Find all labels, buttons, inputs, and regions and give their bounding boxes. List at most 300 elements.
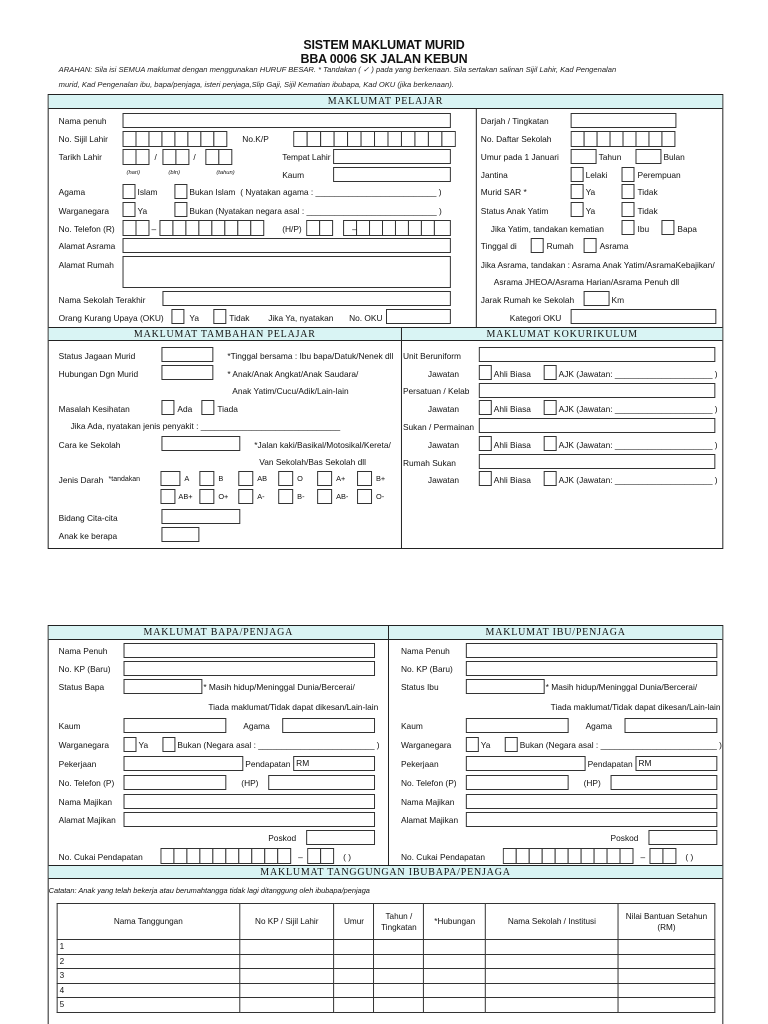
table-cell[interactable] (374, 940, 424, 955)
table-cell[interactable] (424, 983, 486, 998)
bidang-field[interactable] (161, 509, 240, 524)
tandakan-note: *tandakan (108, 476, 141, 483)
persatuan-field[interactable] (479, 383, 716, 398)
table-cell[interactable] (239, 983, 334, 998)
tinggal-rumah-checkbox[interactable] (531, 238, 544, 253)
label-unit: Unit Beruniform (402, 351, 462, 361)
bapa-status-field[interactable] (124, 679, 203, 694)
darjah-field[interactable] (571, 113, 677, 128)
asrama-field[interactable] (123, 238, 451, 253)
perempuan-checkbox[interactable] (622, 167, 635, 182)
label-bln: (bln) (168, 170, 181, 176)
dependents-table (57, 903, 716, 1013)
ibu-label-kerja: Pekerjaan (400, 759, 439, 769)
persatuan-ahli-label: Ahli Biasa (493, 404, 531, 414)
column-divider (476, 109, 477, 327)
row-number[interactable]: 4 (57, 983, 239, 998)
bapa-warga-ya[interactable] (124, 737, 137, 752)
jika-ada-note: Jika Ada, nyatakan jenis penyakit : ______________________________ (70, 421, 341, 431)
sukan-field[interactable] (479, 418, 716, 433)
blood-o-minus (358, 490, 372, 504)
bapa-kerja-field[interactable] (124, 756, 244, 771)
blood-type-grid[interactable] (160, 471, 392, 507)
ibu-majikan-field[interactable] (466, 794, 717, 809)
anak-note-1: * Anak/Anak Angkat/Anak Saudara/ (227, 369, 359, 379)
label-persatuan: Persatuan / Kelab (402, 386, 470, 396)
oku-jika-ya: Jika Ya, nyatakan (268, 313, 334, 323)
sar-ya-checkbox[interactable] (571, 184, 584, 199)
table-cell[interactable] (239, 969, 334, 984)
label-darjah: Darjah / Tingkatan (480, 116, 549, 126)
ibu-nama-field[interactable] (466, 643, 717, 658)
table-cell[interactable] (239, 954, 334, 969)
jika-asrama-1: Jika Asrama, tandakan : Asrama Anak Yatim/AsramaKebajikan/ (480, 260, 715, 270)
label-hubungan: Hubungan Dgn Murid (58, 369, 139, 379)
table-cell[interactable] (374, 969, 424, 984)
sar-tidak-label: Tidak (637, 187, 658, 197)
table-cell[interactable] (486, 940, 618, 955)
ada-checkbox[interactable] (161, 400, 174, 415)
rumah-sukan-field[interactable] (479, 454, 716, 469)
tiada-label: Tiada (217, 404, 238, 414)
rumah-jawatan: Jawatan (427, 475, 460, 485)
label-sukan: Sukan / Permainan (402, 422, 475, 432)
table-cell[interactable] (486, 954, 618, 969)
bapa-majikan-field[interactable] (124, 794, 375, 809)
jalan-note-2: Van Sekolah/Bas Sekolah dll (259, 457, 366, 467)
unit-field[interactable] (479, 347, 716, 362)
bapa-kaum-field[interactable] (124, 718, 227, 733)
row-number[interactable]: 3 (57, 969, 239, 984)
lelaki-label: Lelaki (585, 170, 608, 180)
ibu-cukai-paren: ( ) (685, 852, 694, 862)
persatuan-ahli-checkbox[interactable] (479, 400, 492, 415)
hp-boxes[interactable] (306, 220, 456, 238)
label-km: Km (611, 295, 625, 305)
blood-label-ab-minus: AB- (336, 491, 349, 502)
bapa-label-kaum: Kaum (58, 721, 81, 731)
blood-b-minus (279, 490, 293, 504)
tinggal-asrama-checkbox[interactable] (584, 238, 597, 253)
label-umur-bulan: Bulan (663, 152, 685, 162)
bapa-label-kp: No. KP (Baru) (58, 664, 111, 674)
label-oku: Orang Kurang Upaya (OKU) (58, 313, 164, 323)
blood-label-b-minusplus: B+ (376, 473, 386, 484)
ibu-kaum-field[interactable] (466, 718, 569, 733)
ibu-cukai-dash: – (640, 852, 646, 862)
ibu-kp-field[interactable] (466, 661, 717, 676)
label-sar: Murid SAR * (480, 187, 527, 197)
bapa-hp-field[interactable] (268, 775, 375, 790)
no-oku-field[interactable] (386, 309, 451, 324)
nyatakan-agama: ( Nyatakan agama : __________________________ ) (240, 187, 442, 197)
kategori-oku-field[interactable] (571, 309, 717, 324)
bapa-warga-ya-label: Ya (138, 740, 149, 750)
sukan-jawatan: Jawatan (427, 440, 460, 450)
ibu-label-alamat: Alamat Majikan (400, 815, 459, 825)
table-cell[interactable] (374, 983, 424, 998)
hp-dash: – (352, 224, 357, 234)
rumah-ahli-label: Ahli Biasa (493, 475, 531, 485)
section-tanggungan: MAKLUMAT TANGGUNGAN IBUBAPA/PENJAGA (49, 865, 723, 879)
parent-divider (388, 640, 389, 865)
ibu-label-cukai: No. Cukai Pendapatan (400, 852, 486, 862)
bapa-cukai-boxes-2[interactable] (307, 848, 335, 864)
blood-label-b: B (218, 473, 224, 484)
label-warga: Warganegara (58, 206, 109, 216)
warga-ya-label: Ya (137, 206, 148, 216)
section-tambahan: MAKLUMAT TAMBAHAN PELAJAR (49, 327, 401, 341)
anak-note-2: Anak Yatim/Cucu/Adik/Lain-lain (232, 386, 349, 396)
table-cell[interactable] (334, 954, 374, 969)
bapa-label-poskod: Poskod (268, 833, 297, 843)
blood-a (161, 472, 180, 486)
kematian-bapa-label: Bapa (677, 224, 697, 234)
blood-a-plus (318, 472, 332, 486)
bapa-label-majikan: Nama Majikan (58, 797, 113, 807)
warga-bukan-checkbox[interactable] (174, 202, 187, 217)
label-tempat: Tempat Lahir (282, 152, 331, 162)
rumah-ajk-label: AJK (Jawatan: _____________________ ) (558, 475, 718, 485)
ibu-label-nama: Nama Penuh (400, 646, 450, 656)
blood-a-minus (239, 490, 253, 504)
ibu-status-field[interactable] (466, 679, 545, 694)
row-number[interactable]: 1 (57, 940, 239, 955)
blood-label-o: O (297, 473, 303, 484)
dependents-col-header: Tahun / Tingkatan (374, 904, 424, 940)
ibu-alamat-field[interactable] (466, 812, 717, 827)
table-row (57, 940, 715, 955)
column-divider-2 (401, 341, 402, 549)
sijil-boxes[interactable] (123, 131, 230, 149)
ibu-label-kp: No. KP (Baru) (400, 664, 453, 674)
unit-ahli-label: Ahli Biasa (493, 369, 531, 379)
table-cell[interactable] (618, 969, 715, 984)
table-cell[interactable] (374, 954, 424, 969)
ibu-warga-bukan[interactable] (505, 737, 518, 752)
islam-label: Islam (137, 187, 158, 197)
table-cell[interactable] (486, 969, 618, 984)
row-number[interactable]: 2 (57, 954, 239, 969)
oku-tidak-checkbox[interactable] (213, 309, 226, 324)
oku-ya-label: Ya (189, 313, 199, 323)
ibu-warga-ya[interactable] (466, 737, 479, 752)
table-row (57, 969, 715, 984)
ibu-cukai-boxes[interactable] (503, 848, 635, 864)
daftar-boxes[interactable] (571, 131, 677, 149)
ibu-label-poskod: Poskod (610, 833, 639, 843)
bapa-alamat-field[interactable] (124, 812, 375, 827)
persatuan-ajk-label: AJK (Jawatan: _____________________ ) (558, 404, 718, 414)
blood-o-plus (200, 490, 214, 504)
table-cell[interactable] (618, 954, 715, 969)
tel-dash: – (151, 224, 157, 234)
lelaki-checkbox[interactable] (571, 167, 584, 182)
persatuan-jawatan: Jawatan (427, 404, 460, 414)
label-sekolah: Nama Sekolah Terakhir (58, 295, 146, 305)
ibu-masih-note: * Masih hidup/Meninggal Dunia/Bercerai/ (545, 682, 698, 692)
bapa-cukai-boxes[interactable] (160, 848, 292, 864)
table-cell[interactable] (618, 983, 715, 998)
bapa-label-hp: (HP) (241, 778, 259, 788)
hubungan-field[interactable] (161, 365, 213, 380)
ibu-poskod-field[interactable] (648, 830, 717, 845)
bapa-label-kerja: Pekerjaan (58, 759, 97, 769)
yatim-ya-checkbox[interactable] (571, 202, 584, 217)
warga-ya-checkbox[interactable] (123, 202, 136, 217)
table-row (57, 998, 715, 1013)
bapa-cukai-paren: ( ) (343, 852, 351, 862)
table-cell[interactable] (239, 998, 334, 1013)
persatuan-ajk-checkbox[interactable] (544, 400, 557, 415)
blood-label-o-minusplus: O+ (218, 491, 229, 502)
table-cell[interactable] (334, 940, 374, 955)
yatim-tidak-label: Tidak (637, 206, 658, 216)
ibu-warga-ya-label: Ya (480, 740, 491, 750)
table-cell[interactable] (486, 983, 618, 998)
bukan-islam-label: Bukan Islam (189, 187, 236, 197)
label-yatim: Status Anak Yatim (480, 206, 549, 216)
label-rumah: Alamat Rumah (58, 260, 114, 270)
bapa-agama-field[interactable] (282, 718, 375, 733)
sukan-ajk-checkbox[interactable] (544, 436, 557, 451)
jagaan-field[interactable] (161, 347, 213, 362)
bapa-cukai-dash: – (298, 852, 303, 862)
ibu-label-kaum: Kaum (400, 721, 423, 731)
label-kaum: Kaum (282, 170, 305, 180)
ibu-kerja-field[interactable] (466, 756, 586, 771)
label-anak-ke: Anak ke berapa (58, 531, 118, 541)
ibu-label-tel: No. Telefon (P) (400, 778, 457, 788)
label-jantina: Jantina (480, 170, 508, 180)
bukan-islam-checkbox[interactable] (174, 184, 187, 199)
ibu-tel-field[interactable] (466, 775, 569, 790)
table-cell[interactable] (334, 969, 374, 984)
blood-o (279, 472, 293, 486)
unit-ajk-label: AJK (Jawatan: _____________________ ) (558, 369, 718, 379)
blood-label-a: A (184, 473, 190, 484)
oku-tidak-label: Tidak (229, 313, 250, 323)
label-rumah-sukan: Rumah Sukan (402, 458, 456, 468)
bapa-label-warga: Warganegara (58, 740, 109, 750)
ada-label: Ada (177, 404, 193, 414)
ibu-label-agama: Agama (585, 721, 613, 731)
tarikh-boxes[interactable] (123, 149, 249, 167)
ibu-label-pendapatan: Pendapatan (587, 759, 633, 769)
blood-label-ab: AB (257, 473, 268, 484)
islam-checkbox[interactable] (123, 184, 136, 199)
label-no-oku: No. OKU (349, 313, 383, 323)
table-cell[interactable] (424, 954, 486, 969)
nama-field[interactable] (123, 113, 451, 128)
bapa-label-tel: No. Telefon (P) (58, 778, 115, 788)
kematian-ibu-label: Ibu (637, 224, 650, 234)
ibu-label-warga: Warganegara (400, 740, 452, 750)
bapa-label-pendapatan: Pendapatan (245, 759, 291, 769)
table-cell[interactable] (334, 983, 374, 998)
ibu-warga-bukan-label: Bukan (Negara asal : _________________________ ) (519, 740, 722, 750)
label-jagaan: Status Jagaan Murid (58, 351, 136, 361)
umur-bulan-field[interactable] (635, 149, 661, 164)
ibu-pendapatan-field[interactable]: RM (635, 756, 717, 771)
table-cell[interactable] (424, 998, 486, 1013)
bapa-tiada-note: Tiada maklumat/Tidak dapat dikesan/Lain-lain (208, 702, 379, 712)
form-title: SISTEM MAKLUMAT MURID (303, 38, 465, 52)
unit-jawatan: Jawatan (427, 369, 460, 379)
tel-r-boxes[interactable] (123, 220, 283, 238)
blood-label-a-minus: A- (257, 491, 265, 502)
ibu-label-status: Status Ibu (400, 682, 439, 692)
label-tel-r: No. Telefon (R) (58, 224, 115, 234)
kaum-field[interactable] (333, 167, 451, 182)
warga-bukan-label: Bukan (Nyatakan negara asal : ____________________________ ) (189, 206, 442, 216)
label-umur: Umur pada 1 Januari (480, 152, 559, 162)
dependents-col-header: No KP / Sijil Lahir (239, 904, 334, 940)
section-ibu: MAKLUMAT IBU/PENJAGA (388, 626, 722, 640)
bapa-kp-field[interactable] (124, 661, 375, 676)
bapa-label-nama: Nama Penuh (58, 646, 108, 656)
table-row (57, 954, 715, 969)
blood-label-o-minus: O- (376, 491, 385, 502)
tinggal-asrama-label: Asrama (599, 241, 629, 251)
table-cell[interactable] (239, 940, 334, 955)
table-cell[interactable] (486, 998, 618, 1013)
unit-ajk-checkbox[interactable] (544, 365, 557, 380)
unit-ahli-checkbox[interactable] (479, 365, 492, 380)
jarak-field[interactable] (584, 291, 610, 306)
blood-ab-minus (318, 490, 332, 504)
sukan-ahli-checkbox[interactable] (479, 436, 492, 451)
bapa-label-agama: Agama (243, 721, 270, 731)
tiada-checkbox[interactable] (201, 400, 214, 415)
nokp-boxes[interactable] (293, 131, 456, 149)
yatim-ya-label: Ya (585, 206, 596, 216)
ibu-tiada-note: Tiada maklumat/Tidak dapat dikesan/Lain-lain (550, 702, 721, 712)
label-masalah: Masalah Kesihatan (58, 404, 130, 414)
label-tinggal: Tinggal di (480, 241, 517, 251)
section-bapa: MAKLUMAT BAPA/PENJAGA (49, 626, 388, 640)
slash-2: / (193, 152, 196, 162)
dependents-col-header: Nama Sekolah / Institusi (486, 904, 618, 940)
blood-b (200, 472, 214, 486)
dependents-col-header: Nilai Bantuan Setahun (RM) (618, 904, 715, 940)
bapa-nama-field[interactable] (124, 643, 375, 658)
bapa-warga-bukan-label: Bukan (Negara asal : _________________________ ) (177, 740, 380, 750)
blood-label-b-minus: B- (297, 491, 305, 502)
bapa-warga-bukan[interactable] (162, 737, 175, 752)
row-number[interactable]: 5 (57, 998, 239, 1013)
label-agama: Agama (58, 187, 86, 197)
bapa-tel-field[interactable] (124, 775, 227, 790)
table-cell[interactable] (334, 998, 374, 1013)
section-maklumat-pelajar: MAKLUMAT PELAJAR (49, 95, 723, 109)
kematian-bapa-checkbox[interactable] (661, 220, 674, 235)
dependents-header-row (57, 904, 715, 940)
table-row (57, 983, 715, 998)
label-umur-tahun: Tahun (598, 152, 622, 162)
ibu-label-hp: (HP) (583, 778, 601, 788)
jalan-note-1: *Jalan kaki/Basikal/Motosikal/Kereta/ (254, 440, 391, 450)
blood-ab-plus (161, 490, 175, 504)
label-sijil: No. Sijil Lahir (58, 134, 108, 144)
table-cell[interactable] (618, 940, 715, 955)
table-cell[interactable] (424, 940, 486, 955)
bapa-masih-note: * Masih hidup/Meninggal Dunia/Bercerai/ (203, 682, 355, 692)
label-daftar: No. Daftar Sekolah (480, 134, 552, 144)
label-tahun: (tahun) (216, 170, 235, 176)
instructions-line-2: murid, Kad Pengenalan ibu, bapa/penjaga, isteri penjaga,Slip Gaji, Sijil Kematian ibubapa, Kad OKU (jika berkenaan). (58, 80, 454, 89)
table-cell[interactable] (424, 969, 486, 984)
ibu-hp-field[interactable] (611, 775, 718, 790)
bapa-label-cukai: No. Cukai Pendapatan (58, 852, 143, 862)
dependents-col-header: *Hubungan (424, 904, 486, 940)
dependents-col-header: Umur (334, 904, 374, 940)
umur-tahun-field[interactable] (571, 149, 597, 164)
perempuan-label: Perempuan (637, 170, 681, 180)
yatim-tidak-checkbox[interactable] (622, 202, 635, 217)
blood-b-plus (358, 472, 372, 486)
rumah-field[interactable] (123, 256, 451, 288)
label-darah: Jenis Darah (58, 475, 104, 485)
sukan-ahli-label: Ahli Biasa (493, 440, 531, 450)
label-nama: Nama penuh (58, 116, 107, 126)
ibu-label-majikan: Nama Majikan (400, 797, 455, 807)
label-asrama: Alamat Asrama (58, 241, 116, 251)
table-cell[interactable] (374, 998, 424, 1013)
cara-field[interactable] (161, 436, 240, 451)
label-nokp: No.K/P (242, 134, 269, 144)
bapa-poskod-field[interactable] (306, 830, 375, 845)
bapa-label-alamat: Alamat Majikan (58, 815, 116, 825)
table-cell[interactable] (618, 998, 715, 1013)
sar-tidak-checkbox[interactable] (622, 184, 635, 199)
label-hp: (H/P) (282, 224, 302, 234)
dependents-col-header: Nama Tanggungan (57, 904, 239, 940)
tinggal-rumah-label: Rumah (546, 241, 574, 251)
rumah-ajk-checkbox[interactable] (544, 471, 557, 486)
label-jarak: Jarak Rumah ke Sekolah (480, 295, 575, 305)
label-kategori-oku: Kategori OKU (509, 313, 562, 323)
tempat-field[interactable] (333, 149, 451, 164)
bapa-pendapatan-field[interactable]: RM (293, 756, 375, 771)
ibu-cukai-boxes-2[interactable] (649, 848, 677, 864)
label-tarikh: Tarikh Lahir (58, 152, 102, 162)
rumah-ahli-checkbox[interactable] (479, 471, 492, 486)
blood-label-a-minusplus: A+ (336, 473, 346, 484)
anak-ke-field[interactable] (161, 527, 199, 542)
ibu-agama-field[interactable] (625, 718, 718, 733)
slash-1: / (154, 152, 157, 162)
jika-asrama-2: Asrama JHEOA/Asrama Harian/Asrama Penuh dll (493, 277, 680, 287)
school-name: BBA 0006 SK JALAN KEBUN (300, 52, 468, 66)
catatan-note: Catatan: Anak yang telah bekerja atau berumahtangga tidak lagi ditanggung oleh ibubapa/penjaga (48, 886, 370, 895)
kematian-ibu-checkbox[interactable] (622, 220, 635, 235)
label-hari: (hari) (126, 170, 141, 176)
sar-ya-label: Ya (585, 187, 596, 197)
bapa-label-status: Status Bapa (58, 682, 105, 692)
blood-label-ab-minusplus: AB+ (178, 491, 193, 502)
blood-ab (239, 472, 253, 486)
instructions-line-1: ARAHAN: Sila isi SEMUA maklumat dengan menggunakan HURUF BESAR. * Tandakan ( ✓ ) pada yang berkenaan. Sila sertakan salinan Sijil Lahir, Kad Pengenalan (58, 65, 617, 74)
tinggal-bersama-note: *Tinggal bersama : Ibu bapa/Datuk/Nenek dll (227, 351, 394, 361)
section-kokurikulum: MAKLUMAT KOKURIKULUM (401, 327, 722, 341)
label-bidang: Bidang Cita-cita (58, 513, 118, 523)
oku-ya-checkbox[interactable] (171, 309, 184, 324)
sukan-ajk-label: AJK (Jawatan: _____________________ ) (558, 440, 718, 450)
label-kematian: Jika Yatim, tandakan kematian (490, 224, 604, 234)
sekolah-field[interactable] (162, 291, 450, 306)
label-cara: Cara ke Sekolah (58, 440, 121, 450)
